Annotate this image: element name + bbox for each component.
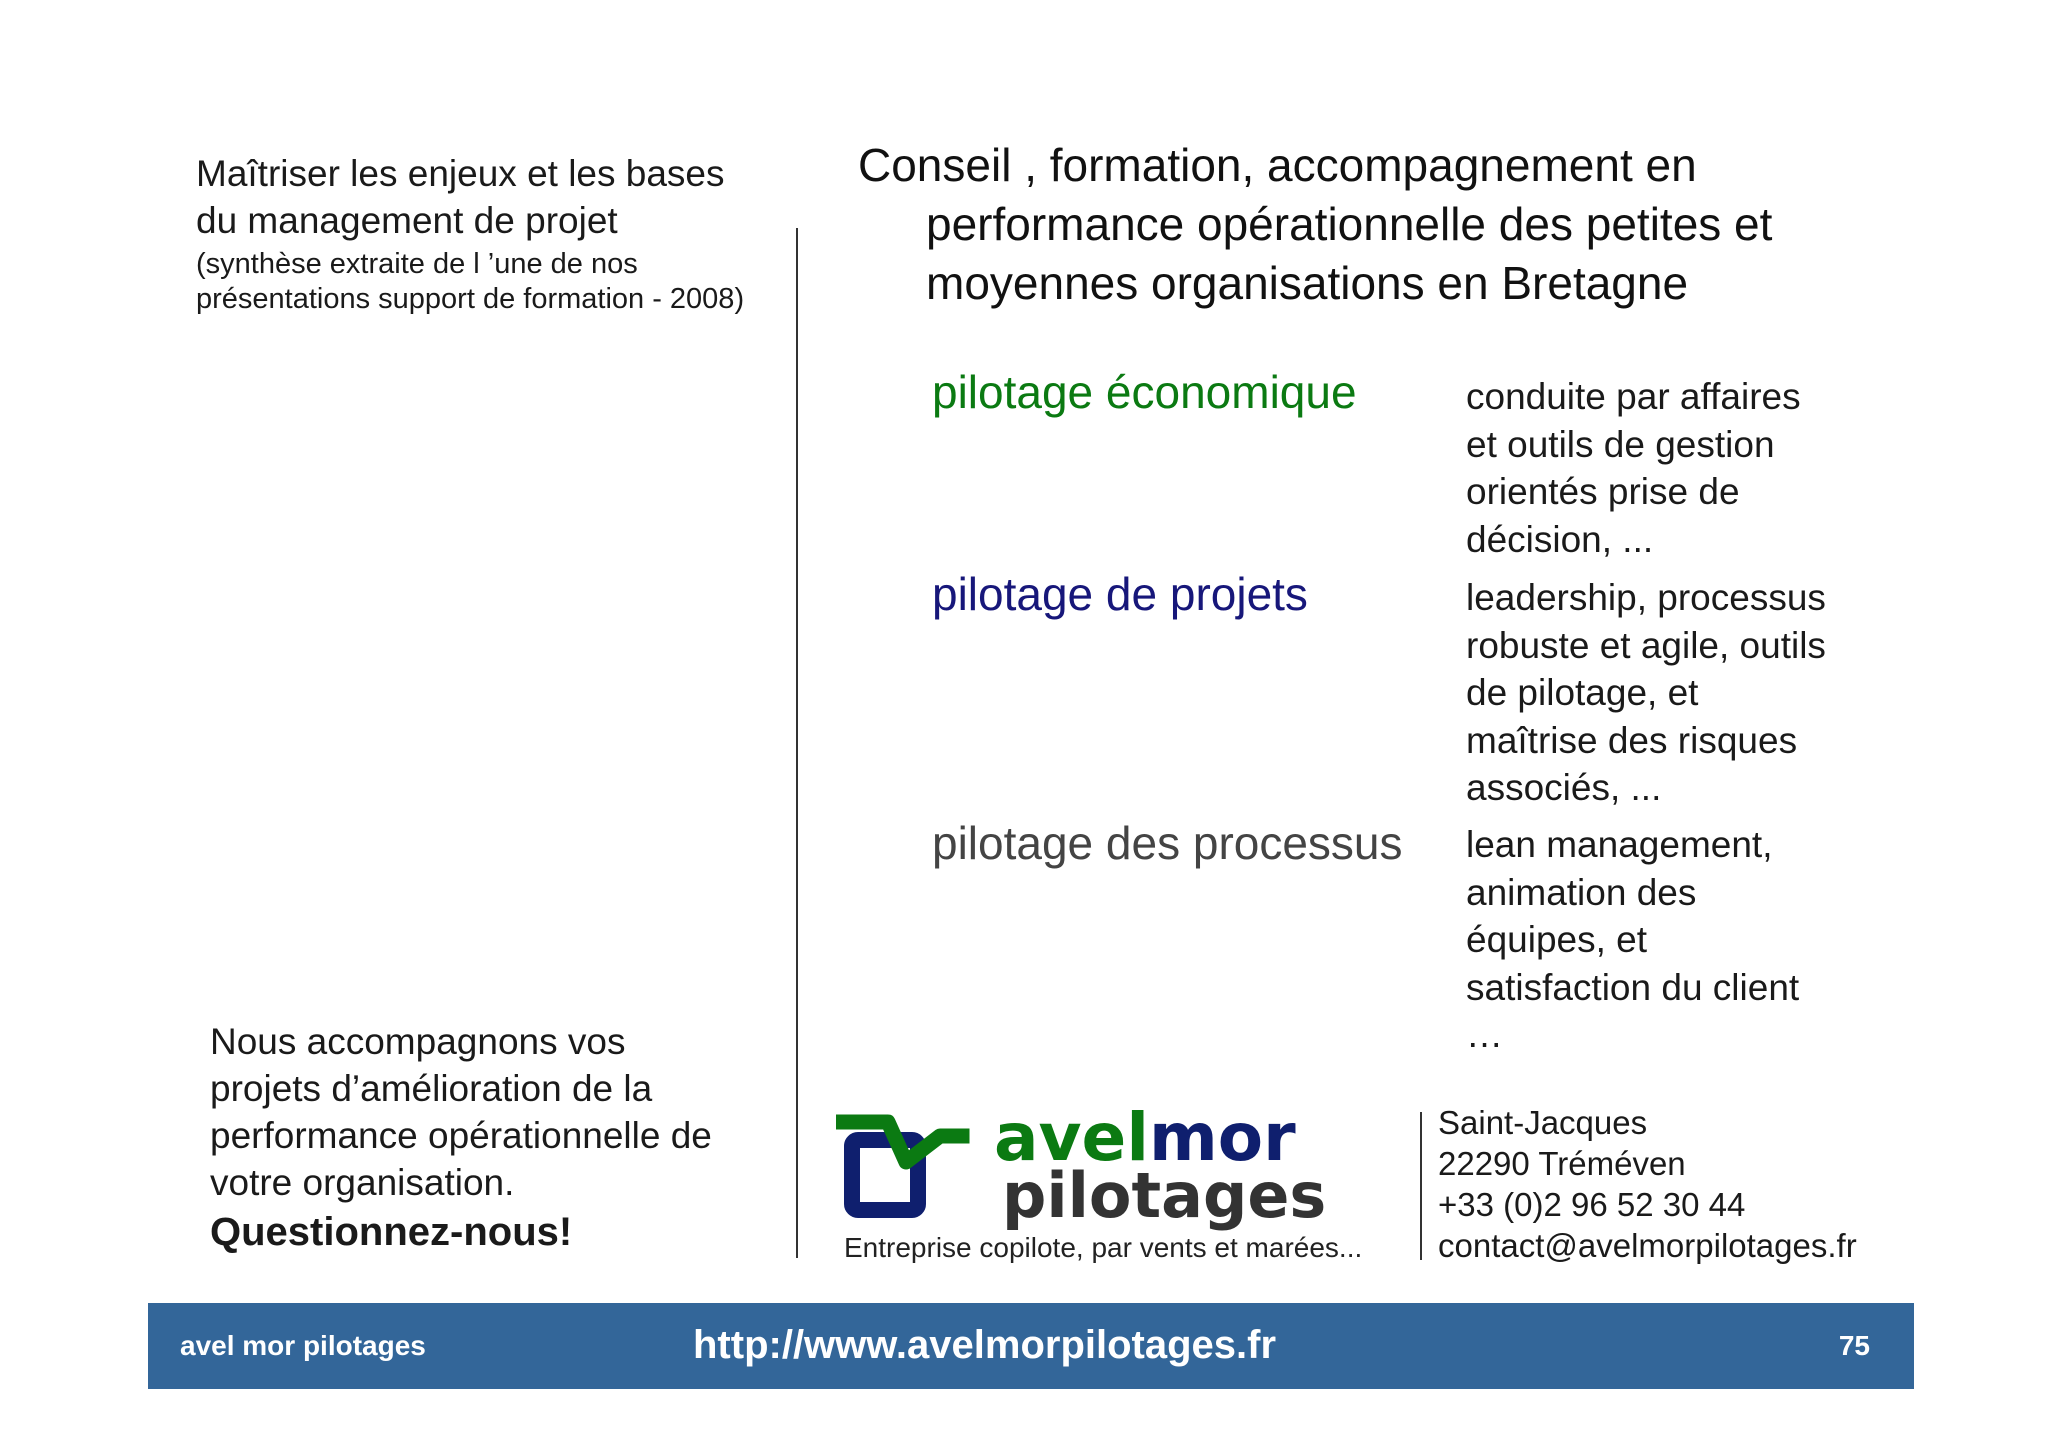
service-desc-projets [1466, 574, 1886, 812]
service-desc-line: … [1466, 1014, 1503, 1055]
avelmor-logo [836, 1100, 1396, 1250]
service-desc-line: conduite par affaires [1466, 376, 1801, 417]
left-subtitle-line: présentations support de formation - 2008) [196, 283, 745, 315]
service-label-economique: pilotage économique [932, 366, 1357, 418]
left-title-line: du management de projet [196, 200, 618, 241]
service-desc-line: et outils de gestion [1466, 423, 1775, 465]
service-desc-line: équipes, et [1466, 919, 1648, 960]
column-divider [796, 228, 798, 1258]
contact-line: Saint-Jacques [1438, 1104, 1648, 1141]
service-desc-line: satisfaction du client [1466, 966, 1800, 1008]
service-desc-line: de pilotage, et [1466, 672, 1699, 713]
logo-word2: pilotages [1002, 1159, 1327, 1232]
contact-divider [1420, 1112, 1422, 1260]
left-subtitle [196, 247, 796, 317]
footer-company: avel mor pilotages [180, 1330, 426, 1361]
cta-line: performance opérationnelle de [210, 1115, 712, 1156]
footer-bar [148, 1303, 1914, 1389]
heading-line: performance opérationnelle des petites et [926, 198, 1773, 250]
service-desc-line: animation des [1466, 871, 1697, 913]
cta-line: Nous accompagnons vos [210, 1021, 626, 1062]
service-desc-processus [1466, 821, 1886, 1059]
contact-line: 22290 Tréméven [1438, 1145, 1686, 1182]
service-label-processus: pilotage des processus [932, 817, 1403, 869]
service-desc-economique [1466, 373, 1886, 563]
service-desc-line: maîtrise des risques [1466, 719, 1798, 761]
contact-phone: +33 (0)2 96 52 30 44 [1438, 1186, 1746, 1223]
main-heading [858, 136, 1998, 313]
service-desc-line: leadership, processus [1466, 577, 1826, 618]
cta-strong: Questionnez-nous! [210, 1210, 573, 1254]
service-desc-line: orientés prise de [1466, 471, 1740, 512]
service-desc-line: associés, ... [1466, 767, 1662, 808]
footer-url-link[interactable]: http://www.avelmorpilotages.fr [693, 1323, 1277, 1367]
contact-email[interactable]: contact@avelmorpilotages.fr [1438, 1227, 1857, 1264]
service-desc-line: robuste et agile, outils [1466, 624, 1826, 666]
service-label-projets: pilotage de projets [932, 568, 1308, 620]
logo-tagline: Entreprise copilote, par vents et marées... [844, 1232, 1363, 1263]
cta-line: projets d’amélioration de la [210, 1068, 653, 1109]
logo-mark-icon [840, 1122, 962, 1210]
call-to-action [210, 1018, 790, 1258]
left-title [196, 150, 796, 244]
contact-block [1438, 1102, 1857, 1266]
page-number: 75 [1838, 1330, 1870, 1361]
service-desc-line: décision, ... [1466, 518, 1654, 560]
logo-word1-a: avel [994, 1100, 1149, 1176]
logo-word1-b: mor [1148, 1100, 1296, 1176]
left-subtitle-line: (synthèse extraite de l ’une de nos [196, 248, 638, 280]
left-title-line: Maîtriser les enjeux et les bases [196, 153, 725, 194]
heading-line: Conseil , formation, accompagnement en [858, 139, 1697, 191]
heading-line: moyennes organisations en Bretagne [926, 257, 1689, 309]
cta-line: votre organisation. [210, 1162, 515, 1203]
service-desc-line: lean management, [1466, 824, 1773, 865]
